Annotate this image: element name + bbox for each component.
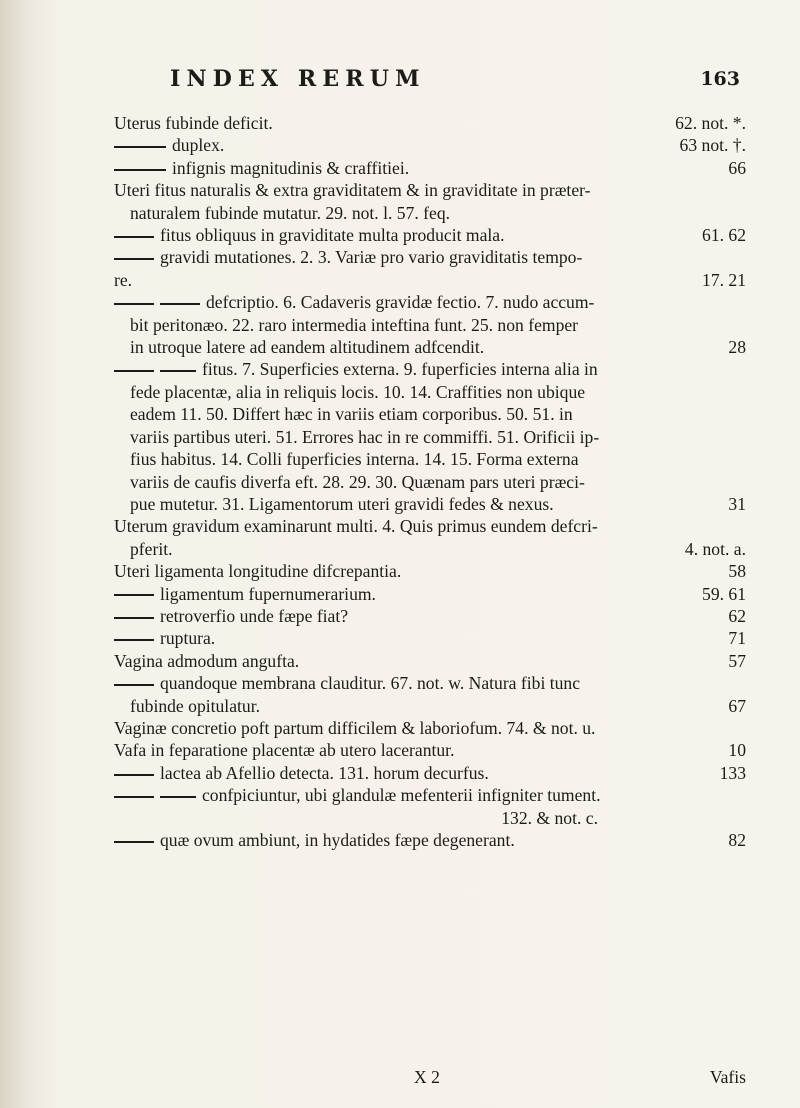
index-line: quandoque membrana clauditur. 67. not. w. Natura fibi tunc xyxy=(114,672,746,694)
ditto-dash xyxy=(114,303,154,305)
index-line: naturalem fubinde mutatur. 29. not. l. 57. feq. xyxy=(130,202,451,223)
index-line: fitus obliquus in graviditate multa producit mala. 61. 62 xyxy=(114,224,746,246)
index-line: fius habitus. 14. Colli fuperficies interna. 14. 15. Forma externa xyxy=(130,449,579,470)
index-line: variis de caufis diverfa eft. 28. 29. 30. Quænam pars uteri præci- xyxy=(130,471,585,492)
ditto-dash xyxy=(114,796,154,798)
page-header xyxy=(170,66,740,92)
ditto-dash xyxy=(114,841,154,843)
index-line: retroverfio unde fæpe fiat? 62 xyxy=(114,605,746,627)
ditto-dash xyxy=(114,258,154,260)
index-entries xyxy=(114,112,746,851)
ditto-dash xyxy=(114,639,154,641)
index-line: pue mutetur. 31. Ligamentorum uteri gravidi fedes & nexus. 31 xyxy=(130,493,746,514)
index-line: ligamentum fupernumerarium. 59. 61 xyxy=(114,583,746,605)
index-line: Uterus fubinde deficit. 62. not. *. xyxy=(114,113,746,133)
index-line: defcriptio. 6. Cadaveris gravidæ fectio. 7. nudo accum- xyxy=(114,291,746,313)
ditto-dash xyxy=(114,617,154,619)
page-number: 163 xyxy=(700,68,740,90)
ditto-dash xyxy=(160,303,200,305)
index-line: Vagina admodum angufta. 57 xyxy=(114,650,746,671)
ditto-dash xyxy=(114,146,166,148)
ditto-dash xyxy=(160,796,196,798)
index-line: confpiciuntur, ubi glandulæ mefenterii infigniter tument. xyxy=(114,784,746,806)
running-title: INDEX RERUM xyxy=(170,66,426,92)
index-line: lactea ab Afellio detecta. 131. horum decurfus. 133 xyxy=(114,762,746,784)
index-line: infignis magnitudinis & craffitiei. 66 xyxy=(114,157,746,179)
index-line: quæ ovum ambiunt, in hydatides fæpe degenerant. 82 xyxy=(114,829,746,851)
ditto-dash xyxy=(114,370,154,372)
index-line: Vafa in feparatione placentæ ab utero lacerantur. 10 xyxy=(114,740,746,761)
index-line: Vaginæ concretio poft partum difficilem & laboriofum. 74. & not. u. xyxy=(114,717,596,738)
index-line: gravidi mutationes. 2. 3. Variæ pro vario graviditatis tempo- xyxy=(114,246,746,268)
catchword: Vafis xyxy=(709,1067,746,1087)
index-line: eadem 11. 50. Differt hæc in variis etiam corporibus. 50. 51. in xyxy=(130,404,573,425)
index-line: duplex. 63 not. †. xyxy=(114,134,746,156)
index-line: fitus. 7. Superficies externa. 9. fuperficies interna alia in xyxy=(114,358,746,380)
ditto-dash xyxy=(114,594,154,596)
ditto-dash xyxy=(114,236,154,238)
ditto-dash xyxy=(114,169,166,171)
index-line: re. 17. 21 xyxy=(114,269,746,290)
ditto-dash xyxy=(114,684,154,686)
index-line: ruptura. 71 xyxy=(114,627,746,649)
index-line: fede placentæ, alia in reliquis locis. 10. 14. Craffities non ubique xyxy=(130,381,586,402)
index-line: 132. & not. c. xyxy=(501,807,598,828)
index-line: Uterum gravidum examinarunt multi. 4. Quis primus eundem defcri- xyxy=(114,516,598,537)
index-line: pferit. 4. not. a. xyxy=(130,538,746,559)
index-line: fubinde opitulatur. 67 xyxy=(130,695,746,716)
index-line: in utroque latere ad eandem altitudinem adfcendit. 28 xyxy=(130,337,746,358)
page-footer xyxy=(114,1067,746,1091)
index-line: Uteri ligamenta longitudine difcrepantia. 58 xyxy=(114,561,746,582)
index-line: variis partibus uteri. 51. Errores hac in re commiffi. 51. Orificii ip- xyxy=(130,426,600,447)
index-line: bit peritonæo. 22. raro intermedia inteftina funt. 25. non femper xyxy=(130,314,579,335)
ditto-dash xyxy=(114,774,154,776)
signature-mark: X 2 xyxy=(414,1067,440,1087)
index-line: Uteri fitus naturalis & extra graviditatem & in graviditate in præter- xyxy=(114,180,591,201)
ditto-dash xyxy=(160,370,196,372)
